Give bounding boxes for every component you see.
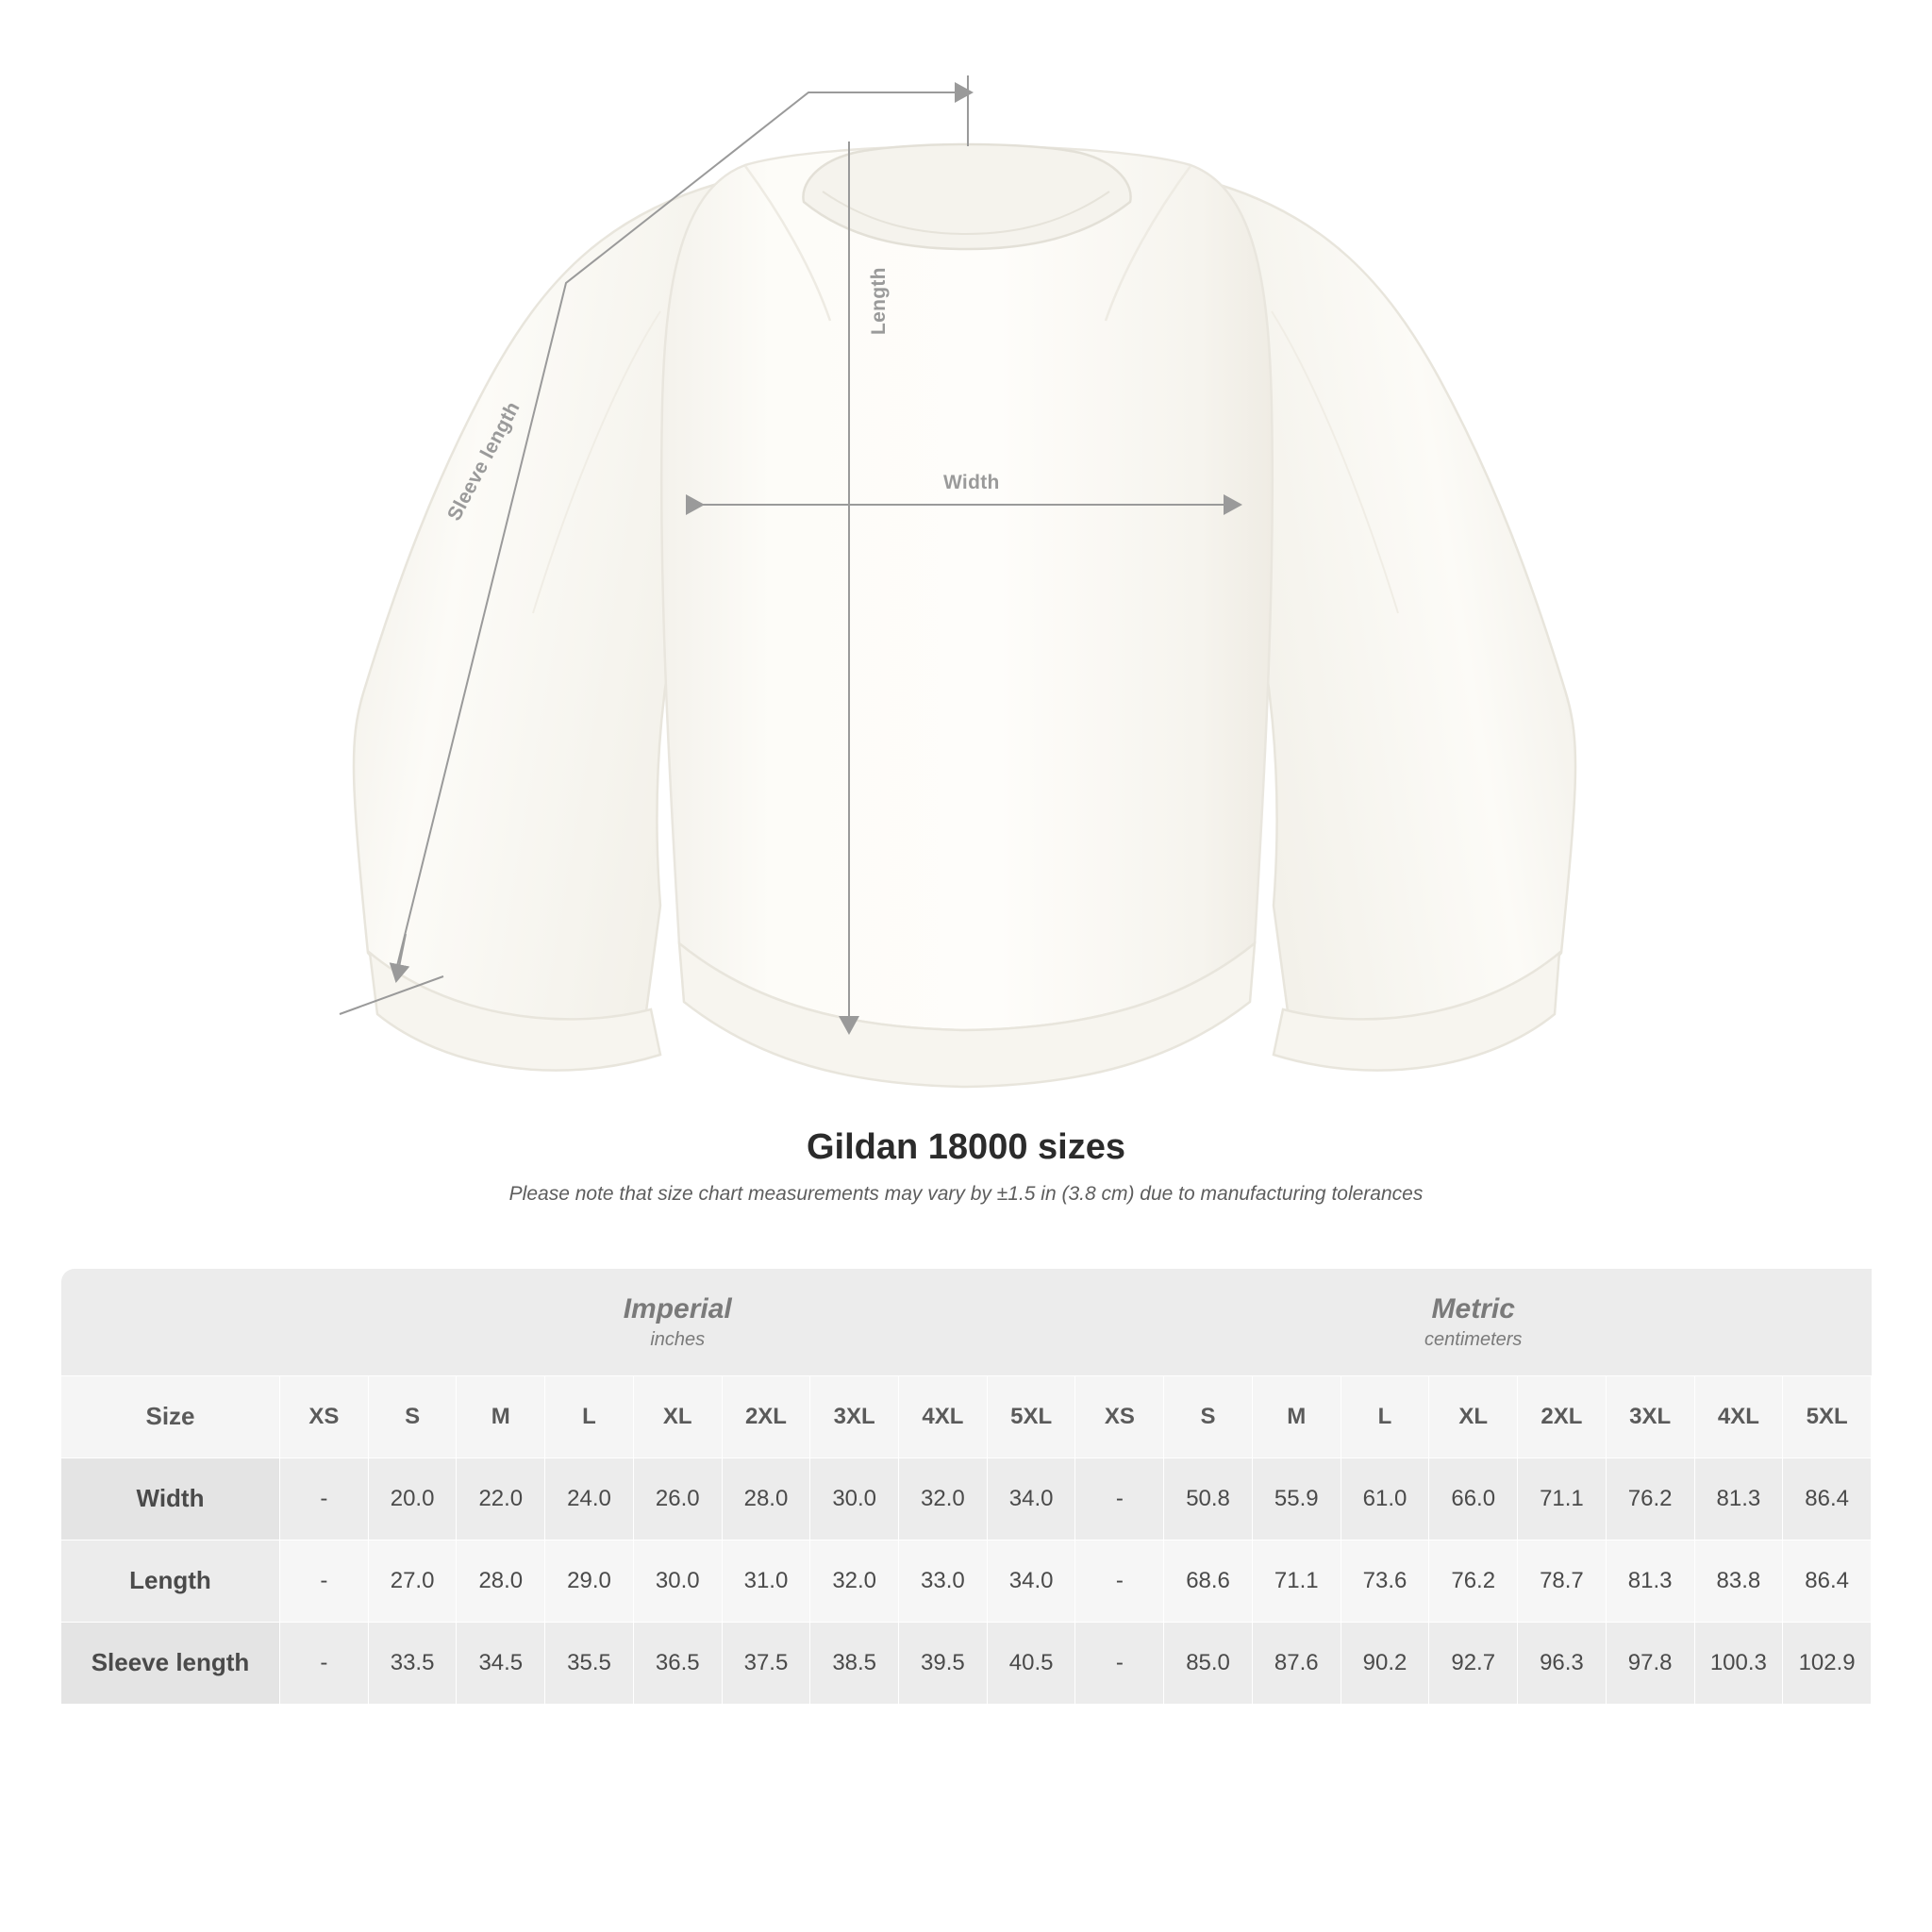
cell-width-imperial-m: 22.0 [457,1457,545,1540]
column-header-metric-xs: XS [1075,1375,1164,1457]
cell-width-imperial-l: 24.0 [545,1457,634,1540]
cell-width-metric-2xl: 71.1 [1518,1457,1607,1540]
unit-group-imperial [280,1269,1075,1375]
cell-sleeve-length-metric-s: 85.0 [1164,1622,1253,1704]
cell-length-metric-5xl: 86.4 [1783,1540,1872,1622]
unit-group-metric-name: Metric [1431,1293,1515,1324]
table-row [61,1622,1872,1704]
column-header-size: Size [61,1375,280,1457]
column-header-metric-l: L [1341,1375,1429,1457]
table-row [61,1457,1872,1540]
cell-length-metric-l: 73.6 [1341,1540,1429,1622]
title-block [0,1127,1932,1206]
cell-width-metric-xs: - [1075,1457,1164,1540]
cell-sleeve-length-imperial-2xl: 37.5 [722,1622,810,1704]
cell-width-metric-m: 55.9 [1252,1457,1341,1540]
cell-width-imperial-3xl: 30.0 [810,1457,899,1540]
unit-group-imperial-name: Imperial [623,1293,732,1324]
cell-width-metric-s: 50.8 [1164,1457,1253,1540]
column-header-imperial-xl: XL [633,1375,722,1457]
row-label-sleeve-length: Sleeve length [61,1622,280,1704]
column-header-metric-4xl: 4XL [1694,1375,1783,1457]
cell-width-imperial-5xl: 34.0 [987,1457,1075,1540]
cell-length-imperial-4xl: 33.0 [899,1540,988,1622]
cell-sleeve-length-metric-l: 90.2 [1341,1622,1429,1704]
cell-sleeve-length-metric-2xl: 96.3 [1518,1622,1607,1704]
size-table-wrapper [60,1269,1872,1705]
column-header-metric-xl: XL [1429,1375,1518,1457]
cell-sleeve-length-metric-xs: - [1075,1622,1164,1704]
cell-sleeve-length-metric-4xl: 100.3 [1694,1622,1783,1704]
row-label-length: Length [61,1540,280,1622]
cell-length-metric-2xl: 78.7 [1518,1540,1607,1622]
cell-length-metric-xs: - [1075,1540,1164,1622]
cell-width-imperial-4xl: 32.0 [899,1457,988,1540]
unit-group-metric-unit: centimeters [1424,1328,1523,1350]
unit-group-imperial-unit: inches [650,1328,706,1350]
cell-length-imperial-s: 27.0 [368,1540,457,1622]
column-header-imperial-2xl: 2XL [722,1375,810,1457]
cell-length-metric-3xl: 81.3 [1606,1540,1694,1622]
cell-sleeve-length-imperial-4xl: 39.5 [899,1622,988,1704]
table-header-row [61,1375,1872,1457]
cell-sleeve-length-imperial-3xl: 38.5 [810,1622,899,1704]
cell-sleeve-length-metric-xl: 92.7 [1429,1622,1518,1704]
cell-length-imperial-xs: - [280,1540,369,1622]
tolerance-note: Please note that size chart measurements may vary by ±1.5 in (3.8 cm) due to manufacturing tolerances [508,1183,1424,1205]
cell-length-metric-m: 71.1 [1252,1540,1341,1622]
cell-width-imperial-s: 20.0 [368,1457,457,1540]
row-label-width: Width [61,1457,280,1540]
cell-length-imperial-5xl: 34.0 [987,1540,1075,1622]
width-label: Width [943,472,1000,493]
cell-sleeve-length-imperial-s: 33.5 [368,1622,457,1704]
column-header-imperial-xs: XS [280,1375,369,1457]
cell-width-metric-l: 61.0 [1341,1457,1429,1540]
cell-length-imperial-l: 29.0 [545,1540,634,1622]
unit-group-metric [1075,1269,1872,1375]
cell-sleeve-length-imperial-l: 35.5 [545,1622,634,1704]
column-header-metric-2xl: 2XL [1518,1375,1607,1457]
cell-length-metric-s: 68.6 [1164,1540,1253,1622]
column-header-metric-3xl: 3XL [1606,1375,1694,1457]
sleeve-length-label: Sleeve length [443,398,525,525]
sleeve-bottom-arrow [396,934,406,981]
cell-sleeve-length-imperial-xl: 36.5 [633,1622,722,1704]
cell-width-imperial-2xl: 28.0 [722,1457,810,1540]
cell-length-imperial-3xl: 32.0 [810,1540,899,1622]
cell-sleeve-length-metric-5xl: 102.9 [1783,1622,1872,1704]
column-header-imperial-m: M [457,1375,545,1457]
column-header-metric-5xl: 5XL [1783,1375,1872,1457]
length-label: Length [868,267,890,335]
size-table [60,1269,1872,1705]
cell-sleeve-length-imperial-m: 34.5 [457,1622,545,1704]
column-header-imperial-l: L [545,1375,634,1457]
cell-sleeve-length-metric-m: 87.6 [1252,1622,1341,1704]
column-header-imperial-3xl: 3XL [810,1375,899,1457]
unit-corner-cell [61,1269,280,1375]
cell-length-imperial-2xl: 31.0 [722,1540,810,1622]
cell-length-metric-4xl: 83.8 [1694,1540,1783,1622]
column-header-imperial-s: S [368,1375,457,1457]
table-row [61,1540,1872,1622]
cell-length-imperial-xl: 30.0 [633,1540,722,1622]
cell-length-metric-xl: 76.2 [1429,1540,1518,1622]
column-header-metric-s: S [1164,1375,1253,1457]
cell-sleeve-length-imperial-xs: - [280,1622,369,1704]
cell-width-metric-5xl: 86.4 [1783,1457,1872,1540]
sleeve-tick-bottom [340,976,443,1014]
cell-width-imperial-xl: 26.0 [633,1457,722,1540]
sleeve-dimension-path [396,92,968,970]
page-title: Gildan 18000 sizes [807,1127,1125,1167]
cell-sleeve-length-metric-3xl: 97.8 [1606,1622,1694,1704]
cell-length-imperial-m: 28.0 [457,1540,545,1622]
cell-width-metric-xl: 66.0 [1429,1457,1518,1540]
column-header-imperial-5xl: 5XL [987,1375,1075,1457]
cell-sleeve-length-imperial-5xl: 40.5 [987,1622,1075,1704]
unit-group-row [61,1269,1872,1375]
cell-width-metric-3xl: 76.2 [1606,1457,1694,1540]
cell-width-metric-4xl: 81.3 [1694,1457,1783,1540]
column-header-metric-m: M [1252,1375,1341,1457]
cell-width-imperial-xs: - [280,1457,369,1540]
column-header-imperial-4xl: 4XL [899,1375,988,1457]
